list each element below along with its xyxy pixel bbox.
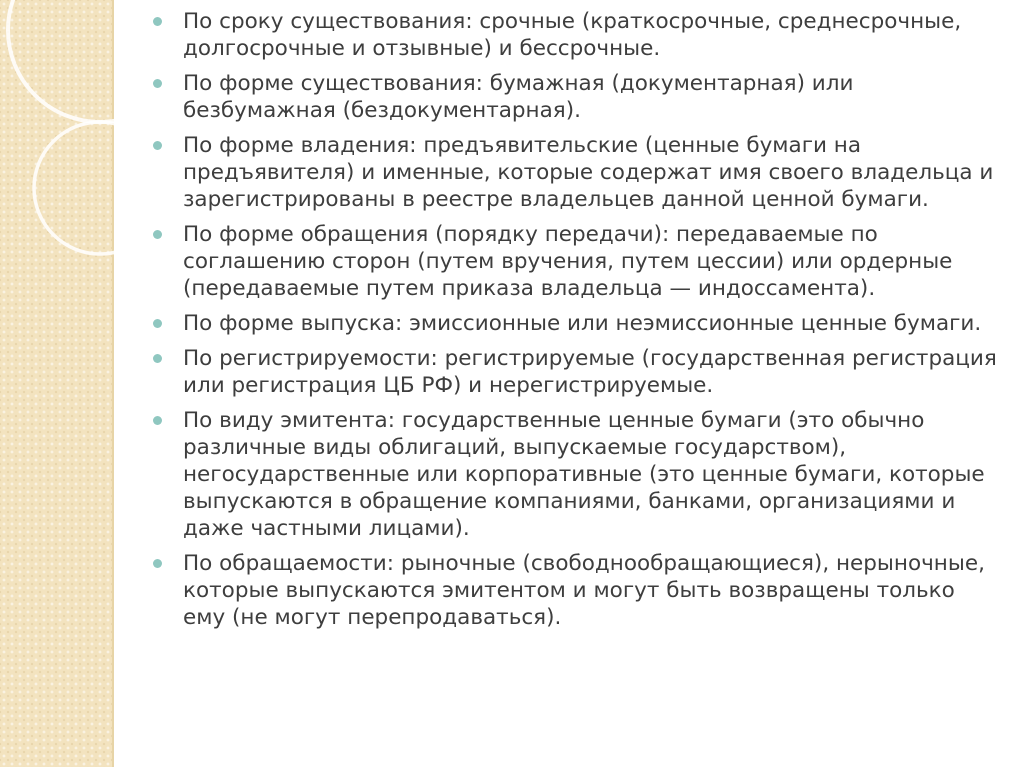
bullet-text: По форме существования: бумажная (документарная) или безбумажная (бездокументарная).	[183, 71, 854, 123]
large-decorative-circle	[8, 0, 160, 122]
bullet-dot-icon	[153, 354, 162, 363]
bullet-text: По форме обращения (порядку передачи): передаваемые по соглашению сторон (путем вручения, путем цессии) или ордерные (передаваемые путем приказа владельца — индоссамента).	[183, 222, 953, 301]
bullet-dot-icon	[153, 17, 162, 26]
bullet-text: По регистрируемости: регистрируемые (государственная регистрация или регистрация ЦБ РФ) и нерегистрируемые.	[183, 346, 997, 398]
bullet-text: По сроку существования: срочные (краткосрочные, среднесрочные, долгосрочные и отзывные) и бессрочные.	[183, 9, 962, 61]
bullet-text: По форме владения: предъявительские (ценные бумаги на предъявителя) и именные, которые содержат имя своего владельца и зарегистрированы в реестре владельцев данной ценной бумаги.	[183, 133, 994, 212]
decorative-circles	[0, 0, 160, 767]
list-item	[150, 310, 1000, 337]
bullet-list	[150, 8, 1000, 639]
small-decorative-circle	[34, 122, 160, 254]
list-item	[150, 550, 1000, 631]
list-item	[150, 221, 1000, 302]
bullet-dot-icon	[153, 230, 162, 239]
bullet-dot-icon	[153, 141, 162, 150]
list-item	[150, 70, 1000, 124]
list-item	[150, 345, 1000, 399]
bullet-dot-icon	[153, 559, 162, 568]
bullet-text: По форме выпуска: эмиссионные или неэмиссионные ценные бумаги.	[183, 311, 982, 336]
bullet-dot-icon	[153, 319, 162, 328]
bullet-text: По виду эмитента: государственные ценные бумаги (это обычно различные виды облигаций, выпускаемые государством), негосударственные или корпоративные (это ценные бумаги, которые выпускаются в обращение компаниями, банками, организациями и даже частными лицами).	[183, 408, 985, 541]
list-item	[150, 407, 1000, 542]
list-item	[150, 8, 1000, 62]
bullet-dot-icon	[153, 416, 162, 425]
list-item	[150, 132, 1000, 213]
bullet-dot-icon	[153, 79, 162, 88]
bullet-text: По обращаемости: рыночные (свободнообращающиеся), нерыночные, которые выпускаются эмитентом и могут быть возвращены только ему (не могут перепродаваться).	[183, 551, 985, 630]
